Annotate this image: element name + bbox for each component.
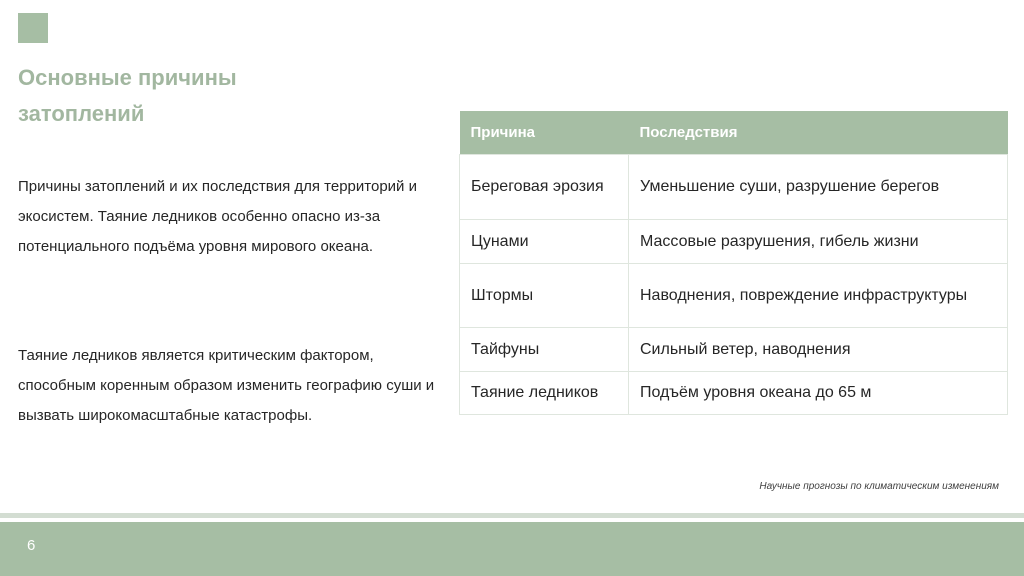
table-cell-cause: Тайфуны [460,327,629,371]
table-cell-consequence: Наводнения, повреждение инфраструктуры [629,263,1008,327]
table-row [460,219,1008,263]
causes-table [459,111,1008,415]
footer-bar [0,522,1024,576]
table-header-row [460,111,1008,154]
table-cell-consequence: Массовые разрушения, гибель жизни [629,219,1008,263]
page-number: 6 [27,537,36,554]
footer-divider [0,513,1024,518]
table-row [460,154,1008,219]
header-cause: Причина [460,111,629,154]
table-row [460,371,1008,414]
table-cell-consequence: Уменьшение суши, разрушение берегов [629,154,1008,219]
table-cell-cause: Штормы [460,263,629,327]
accent-square [18,13,48,43]
table-cell-cause: Цунами [460,219,629,263]
header-consequences: Последствия [629,111,1008,154]
table-cell-cause: Таяние ледников [460,371,629,414]
table-cell-consequence: Сильный ветер, наводнения [629,327,1008,371]
table-cell-consequence: Подъём уровня океана до 65 м [629,371,1008,414]
table-row [460,327,1008,371]
table-row [460,263,1008,327]
table-cell-cause: Береговая эрозия [460,154,629,219]
footnote: Научные прогнозы по климатическим изменениям [759,481,999,492]
slide-title: Основные причины затоплений [18,65,237,126]
paragraph-causes: Причины затоплений и их последствия для территорий и экосистем. Таяние ледников особенно опасно из-за потенциального подъёма уровня мирового океана. [18,178,417,255]
paragraph-glaciers: Таяние ледников является критическим фактором, способным коренным образом изменить географию суши и вызвать широкомасштабные катастрофы. [18,347,435,424]
